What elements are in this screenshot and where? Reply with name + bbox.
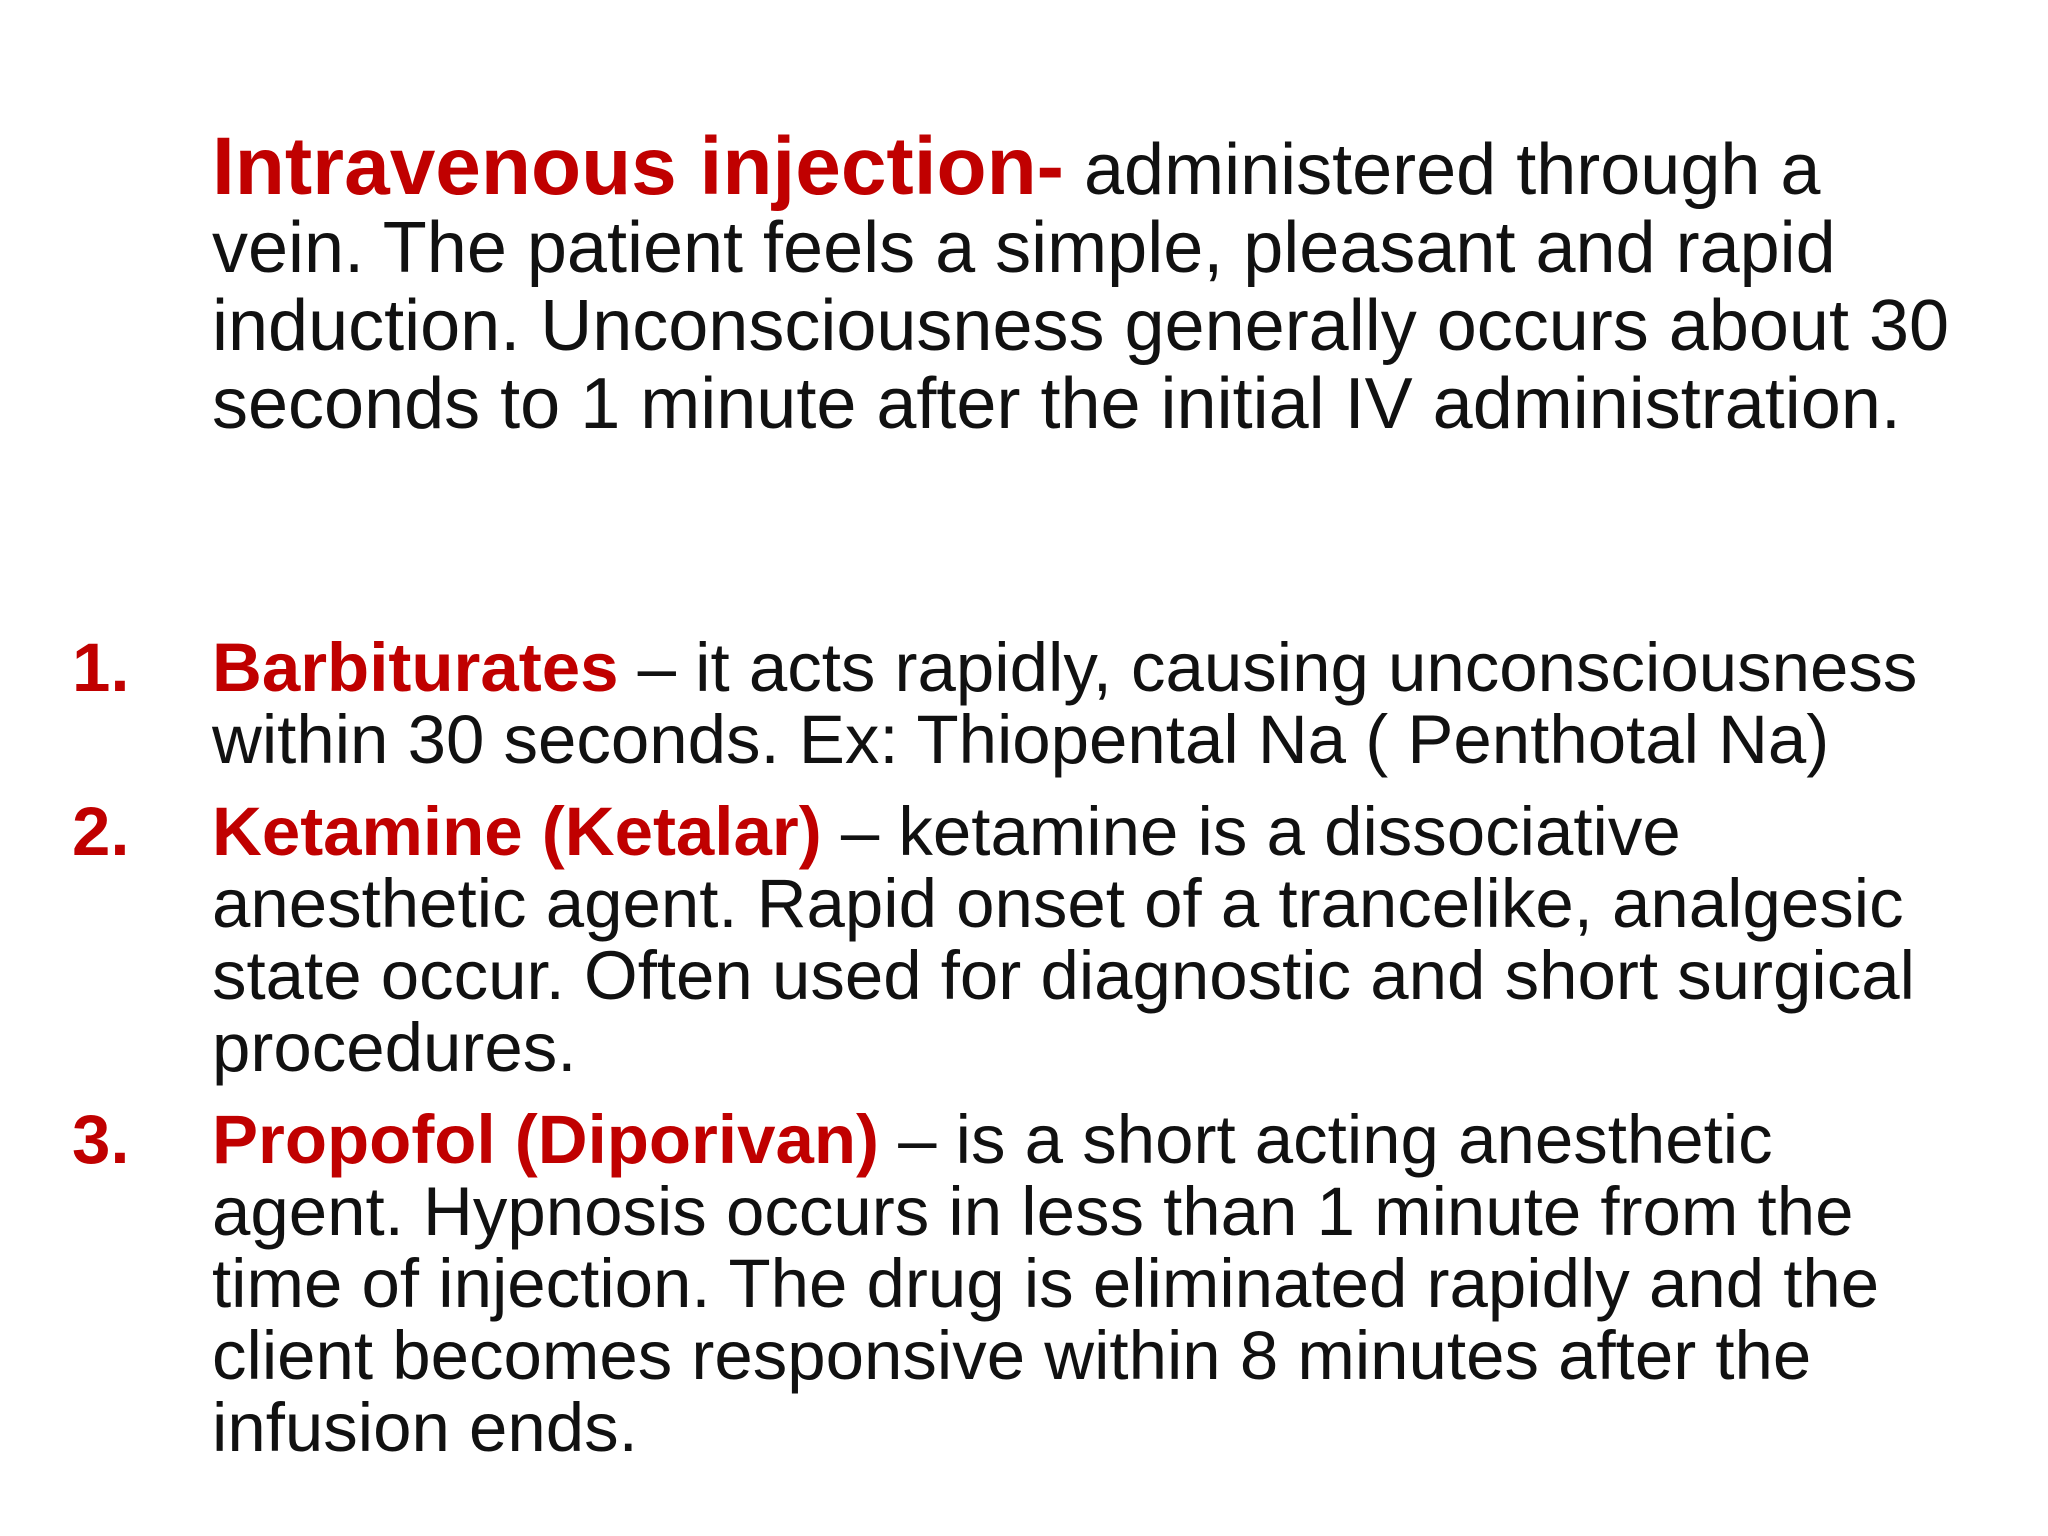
intro-text: administered through a vein. The patient feels a simple, pleasant and rapid induction. Unconsciousness generally occurs about 30 seconds to 1 minute after the initial IV administration. <box>212 130 1950 444</box>
list-item-text: – it acts rapidly, causing unconsciousness within 30 seconds. Ex: Thiopental Na ( Penthotal Na) <box>212 629 1918 778</box>
list-number: 2. <box>72 793 130 870</box>
list-item-text: – is a short acting anesthetic agent. Hypnosis occurs in less than 1 minute from the time of injection. The drug is eliminated rapidly and the client becomes responsive within 8 minutes after the infusion ends. <box>212 1101 1880 1466</box>
list-number: 1. <box>72 629 130 706</box>
drug-list <box>72 629 1972 1484</box>
list-item-text: – ketamine is a dissociative anesthetic agent. Rapid onset of a trancelike, analgesic state occur. Often used for diagnostic and short surgical procedures. <box>212 793 1915 1086</box>
list-item-ketamine <box>72 793 1972 1086</box>
intro-paragraph <box>212 121 1952 444</box>
list-item-barbiturates <box>72 629 1972 778</box>
list-item-term: Barbiturates <box>212 629 619 706</box>
list-number: 3. <box>72 1101 130 1178</box>
intro-term: Intravenous injection- <box>212 121 1064 212</box>
list-item-term: Propofol (Diporivan) <box>212 1101 879 1178</box>
list-item-propofol <box>72 1101 1972 1466</box>
list-item-term: Ketamine (Ketalar) <box>212 793 822 870</box>
